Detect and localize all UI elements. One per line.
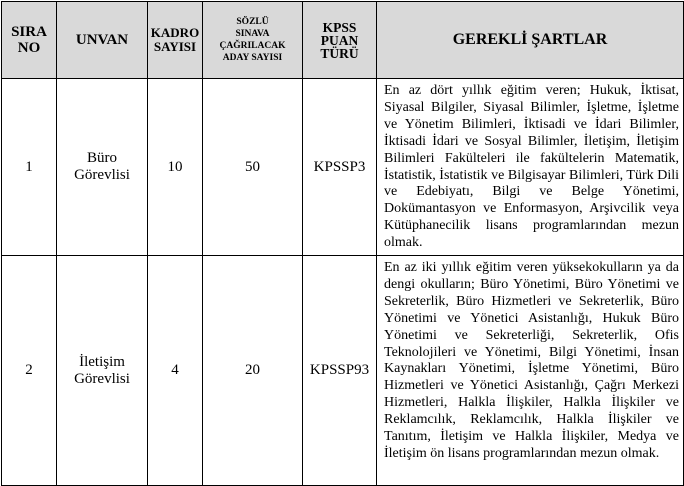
kpss-puan-turu-cell: KPSSP93 <box>303 256 377 486</box>
sira-no-cell: 2 <box>2 256 57 486</box>
positions-table <box>1 1 684 486</box>
gerekli-sartlar-cell: En az dört yıllık eğitim veren; Hukuk, İktisat, Siyasal Bilgiler, Siyasal Bilimler, İşletme, İşletme ve Yönetim Bilimleri, İktisadi ve İdari Bilimler, İktisadi İdari ve Sosyal Bilimler, İletişim, İletişim Bilimleri Fakülteleri ile fakültelerin Matematik, İstatistik, İstatistik ve Bilgisayar Bilimleri, Türk Dili ve Edebiyatı, Bilgi ve Belge Yönetimi, Dokümantasyon ve Enformasyon, Arşivcilik veya Kütüphanecilik lisans programlarından mezun olmak. <box>377 79 684 256</box>
unvan-cell: Büro Görevlisi <box>57 79 148 256</box>
aday-sayisi-cell: 50 <box>203 79 303 256</box>
header-kpss-puan-turu: KPSS PUAN TÜRÜ <box>303 2 377 79</box>
kadro-sayisi-cell: 4 <box>148 256 203 486</box>
sira-no-cell: 1 <box>2 79 57 256</box>
header-sozlu-sinav-aday-sayisi: SÖZLÜ SINAVA ÇAĞRILACAK ADAY SAYISI <box>203 2 303 79</box>
aday-sayisi-cell: 20 <box>203 256 303 486</box>
gerekli-sartlar-cell: En az iki yıllık eğitim veren yüksekokulların ya da dengi okulların; Büro Yönetimi, Büro Yönetimi ve Sekreterlik, Büro Hizmetleri ve Sekreterlik, Büro Yönetimi ve Yönetici Asistanlığı, Hukuk Büro Yönetimi ve Sekreterliği, Sekreterlik, Ofis Teknolojileri ve Yönetimi, Bilgi Yönetimi, İnsan Kaynakları Yönetimi, İşletme Yönetimi, Büro Hizmetleri ve Yönetici Asistanlığı, Çağrı Merkezi Hizmetleri, Halkla İlişkiler, Halkla İlişkiler ve Reklamcılık, Reklamcılık, Halkla İlişkiler ve Tanıtım, İletişim ve Halkla İlişkiler, Medya ve İletişim ön lisans programlarından mezun olmak. <box>377 256 684 486</box>
table-row <box>2 79 684 256</box>
header-unvan: UNVAN <box>57 2 148 79</box>
kpss-puan-turu-cell: KPSSP3 <box>303 79 377 256</box>
unvan-cell: İletişim Görevlisi <box>57 256 148 486</box>
table-row <box>2 256 684 486</box>
header-sira-no: SIRA NO <box>2 2 57 79</box>
header-gerekli-sartlar: GEREKLİ ŞARTLAR <box>377 2 684 79</box>
header-row <box>2 2 684 79</box>
kadro-sayisi-cell: 10 <box>148 79 203 256</box>
header-kadro-sayisi: KADRO SAYISI <box>148 2 203 79</box>
